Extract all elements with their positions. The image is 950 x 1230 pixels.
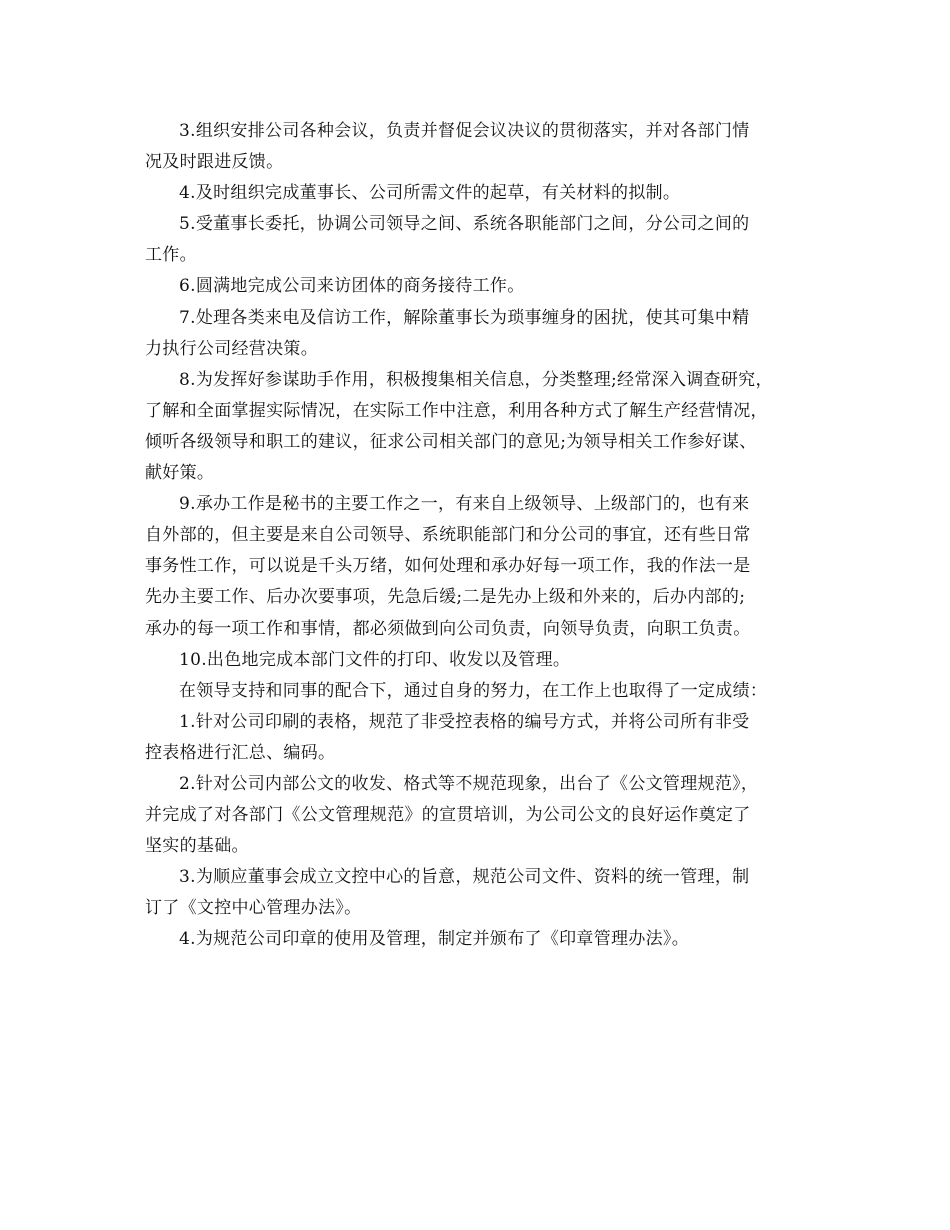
paragraph-line: 承办的每一项工作和事情，都必须做到向公司负责，向领导负责，向职工负责。 bbox=[145, 618, 751, 639]
paragraph-first-line: 3.组织安排公司各种会议，负责并督促会议决议的贯彻落实，并对各部门情 bbox=[179, 121, 750, 141]
paragraph-line: 并完成了对各部门《公文管理规范》的宣贯培训，为公司公文的良好运作奠定了 bbox=[145, 805, 751, 826]
paragraph-line: 况及时跟进反馈。 bbox=[145, 152, 284, 173]
paragraph-line: 力执行公司经营决策。 bbox=[145, 338, 318, 359]
paragraph-line: 先办主要工作、后办次要事项，先急后缓;二是先办上级和外来的，后办内部的; bbox=[145, 587, 746, 608]
paragraph-line: 事务性工作，可以说是千头万绪，如何处理和承办好每一项工作，我的作法一是 bbox=[145, 556, 751, 577]
document-body bbox=[145, 116, 810, 956]
paragraph-first-line: 5.受董事长委托，协调公司领导之间、系统各职能部门之间，分公司之间的 bbox=[179, 214, 750, 235]
paragraph-first-line: 在领导支持和同事的配合下，通过自身的努力，在工作上也取得了一定成绩： bbox=[179, 680, 768, 701]
paragraph-first-line: 1.针对公司印刷的表格，规范了非受控表格的编号方式，并将公司所有非受 bbox=[179, 711, 750, 732]
paragraph-first-line: 7.处理各类来电及信访工作，解除董事长为琐事缠身的困扰，使其可集中精 bbox=[179, 307, 750, 328]
paragraph-line: 控表格进行汇总、编码。 bbox=[145, 742, 336, 763]
paragraph-first-line: 3.为顺应董事会成立文控中心的旨意，规范公司文件、资料的统一管理，制 bbox=[179, 867, 750, 888]
paragraph-line: 了解和全面掌握实际情况，在实际工作中注意，利用各种方式了解生产经营情况， bbox=[145, 400, 768, 421]
paragraph-line: 倾听各级领导和职工的建议，征求公司相关部门的意见;为领导相关工作参好谋、 bbox=[145, 431, 757, 452]
paragraph-first-line: 2.针对公司内部公文的收发、格式等不规范现象，出台了《公文管理规范》， bbox=[179, 773, 759, 794]
paragraph-line: 献好策。 bbox=[145, 463, 215, 484]
paragraph-first-line: 4.为规范公司印章的使用及管理，制定并颁布了《印章管理办法》。 bbox=[179, 929, 690, 950]
paragraph-first-line: 6.圆满地完成公司来访团体的商务接待工作。 bbox=[179, 276, 525, 297]
paragraph-line: 坚实的基础。 bbox=[145, 836, 249, 857]
paragraph-first-line: 4.及时组织完成董事长、公司所需文件的起草，有关材料的拟制。 bbox=[179, 183, 681, 204]
paragraph-line: 工作。 bbox=[145, 245, 197, 266]
paragraph-line: 自外部的，但主要是来自公司领导、系统职能部门和分公司的事宜，还有些日常 bbox=[145, 525, 751, 546]
paragraph-first-line: 9.承办工作是秘书的主要工作之一，有来自上级领导、上级部门的，也有来 bbox=[179, 494, 750, 515]
paragraph-first-line: 10.出色地完成本部门文件的打印、收发以及管理。 bbox=[179, 649, 571, 670]
paragraph-line: 订了《文控中心管理办法》。 bbox=[145, 898, 362, 919]
paragraph-first-line: 8.为发挥好参谋助手作用，积极搜集相关信息，分类整理;经常深入调查研究， bbox=[179, 369, 773, 390]
